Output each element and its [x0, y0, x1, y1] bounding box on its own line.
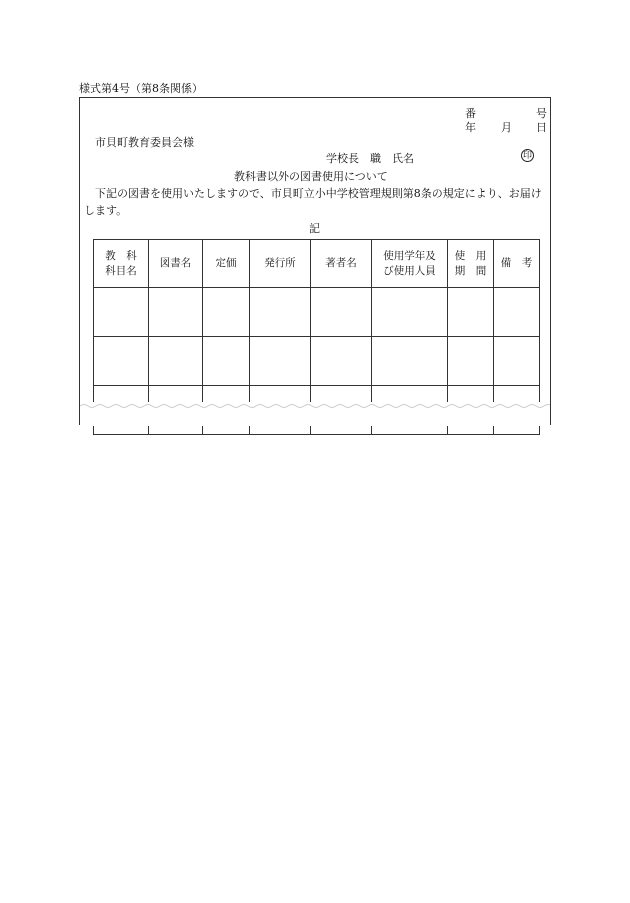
torn-edge-cutoff	[80, 402, 550, 412]
date-day-label: 日	[536, 121, 547, 134]
table-row	[94, 337, 540, 386]
table-cell	[149, 337, 203, 386]
table-row	[94, 288, 540, 337]
table-cell	[94, 337, 149, 386]
body-text: 下記の図書を使用いたしますので、市貝町立小中学校管理規則第8条の規定により、お届けします。	[84, 187, 542, 217]
col-author-header: 著者名	[311, 240, 372, 288]
table-header-row	[94, 240, 540, 288]
table-cell	[203, 337, 250, 386]
table-cell	[311, 288, 372, 337]
table-cell	[203, 288, 250, 337]
table-cell	[494, 288, 540, 337]
table-cell	[372, 337, 448, 386]
number-go-label: 号	[536, 107, 547, 120]
ki-heading: 記	[309, 222, 320, 235]
principal-signature-label: 学校長 職 氏名	[326, 152, 414, 165]
table-cell	[311, 337, 372, 386]
form-number-label: 様式第4号（第8条関係）	[79, 82, 203, 95]
addressee: 市貝町教育委員会様	[95, 136, 194, 149]
wavy-cut-line	[80, 402, 550, 426]
col-subject-header: 教 科 科目名	[94, 240, 149, 288]
col-book-title-header: 図書名	[149, 240, 203, 288]
date-year-label: 年	[465, 121, 476, 134]
table-cell	[94, 288, 149, 337]
table-cell	[372, 288, 448, 337]
table-cell	[448, 288, 494, 337]
table-cell	[448, 337, 494, 386]
table-cell	[250, 288, 311, 337]
col-period-header: 使 用 期 間	[448, 240, 494, 288]
number-ban-label: 番	[465, 107, 476, 120]
table-cell	[149, 288, 203, 337]
table-cell	[250, 337, 311, 386]
document-title: 教科書以外の図書使用について	[234, 170, 388, 183]
col-publisher-header: 発行所	[250, 240, 311, 288]
col-remarks-header: 備 考	[494, 240, 540, 288]
col-grade-users-header: 使用学年及 び使用人員	[372, 240, 448, 288]
form-frame	[79, 97, 551, 425]
seal-mark: 印	[522, 151, 532, 161]
col-price-header: 定価	[203, 240, 250, 288]
table-cell	[494, 337, 540, 386]
date-month-label: 月	[501, 121, 512, 134]
